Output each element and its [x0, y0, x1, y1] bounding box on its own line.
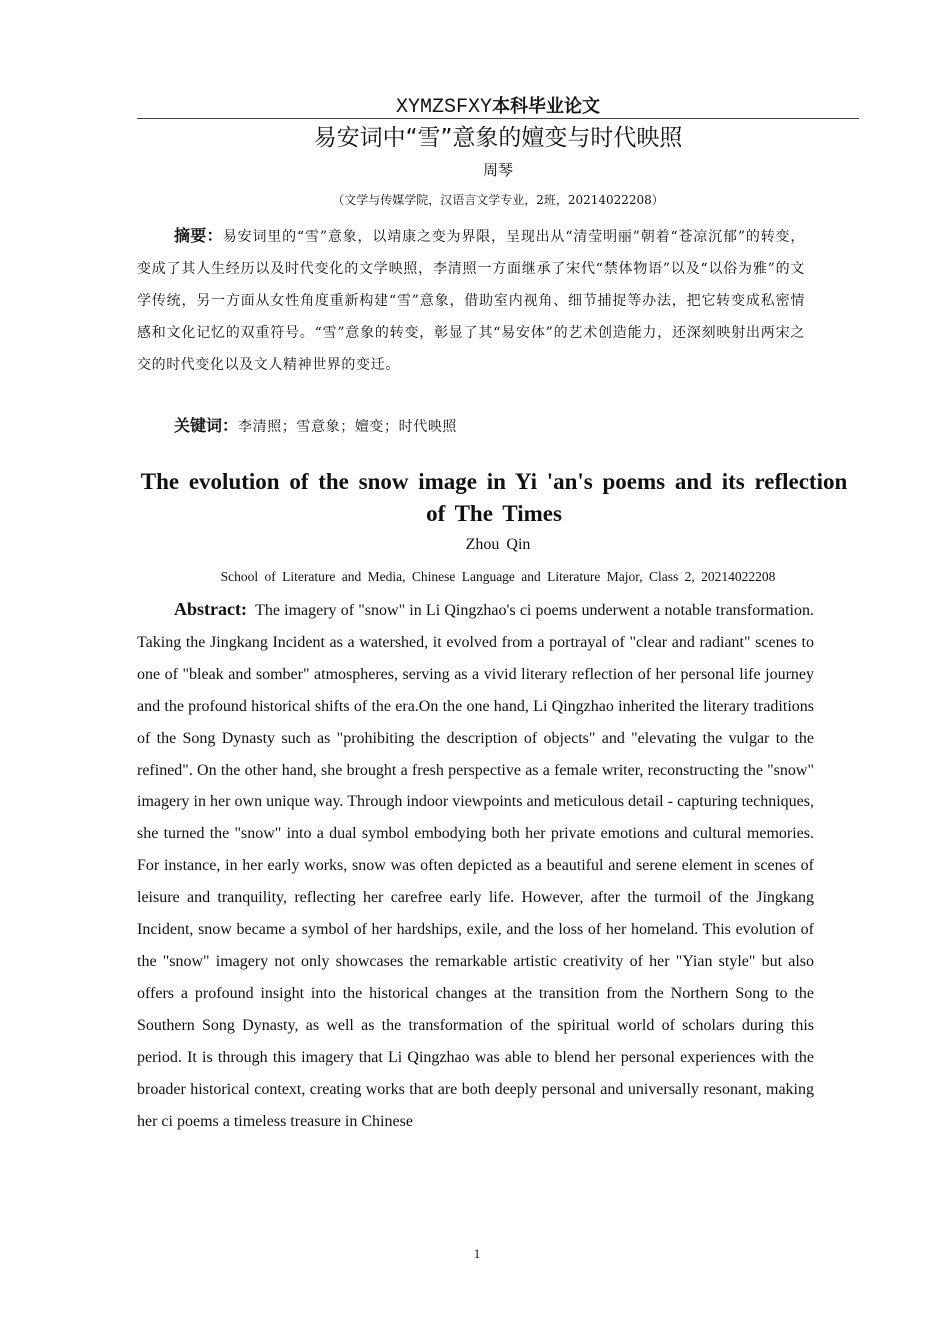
page-number: 1	[473, 1246, 481, 1261]
chinese-abstract-label: 摘要：	[174, 226, 223, 245]
chinese-affiliation: （文学与传媒学院，汉语言文学专业，2班，20214022208）	[332, 193, 664, 207]
english-title: The evolution of the snow image in Yi 'an's poems and its reflection of The Times	[140, 469, 848, 526]
english-abstract	[137, 594, 814, 1200]
chinese-keywords-text: 李清照；雪意象；嬗变；时代映照	[238, 419, 458, 435]
running-header	[137, 94, 859, 119]
english-author: Zhou Qin	[465, 536, 531, 553]
header-label: 本科毕业论文	[492, 96, 600, 117]
chinese-author: 周琴	[482, 161, 513, 179]
chinese-keywords	[174, 410, 814, 443]
chinese-abstract-text: 易安词里的“雪”意象，以靖康之变为界限，呈现出从“清莹明丽”朝着“苍凉沉郁”的转变，变成了其人生经历以及时代变化的文学映照，李清照一方面继承了宋代“禁体物语”以及“以俗为雅”的文学传统，另一方面从女性角度重新构建“雪”意象，借助室内视角、细节捕捉等办法，把它转变成私密情感和文化记忆的双重符号。“雪”意象的转变，彰显了其“易安体”的艺术创造能力，还深刻映射出两宋之交的时代变化以及文人精神世界的变迁。	[137, 229, 805, 373]
chinese-keywords-label: 关键词：	[174, 416, 239, 435]
header-code: XYMZSFXY	[395, 96, 492, 119]
english-abstract-label: Abstract:	[174, 599, 247, 619]
english-affiliation: School of Literature and Media, Chinese Language and Literature Major, Class 2, 20214022208	[220, 569, 776, 584]
english-abstract-text: The imagery of "snow" in Li Qingzhao's ci poems underwent a notable transformation. Taking the Jingkang Incident as a watershed, it evolved from a portrayal of "clear and radiant" scenes to one of "bleak and somber" atmospheres, serving as a vivid literary reflection of her personal life journey and the profound historical shifts of the era.On the one hand, Li Qingzhao inherited the literary traditions of the Song Dynasty such as "prohibiting the description of objects" and "elevating the vulgar to the refined". On the other hand, she brought a fresh perspective as a female writer, reconstructing the "snow" imagery in her own unique way. Through indoor viewpoints and meticulous detail - capturing techniques, she turned the "snow" into a dual symbol embodying both her private emotions and cultural memories. For instance, in her early works, snow was often depicted as a beautiful and serene element in scenes of leisure and tranquility, reflecting her carefree early life. However, after the turmoil of the Jingkang Incident, snow became a symbol of her hardships, exile, and the loss of her homeland. This evolution of the "snow" imagery not only showcases the remarkable artistic creativity of her "Yian style" but also offers a profound insight into the historical changes at the transition from the Northern Song to the Southern Song Dynasty, as well as the transformation of the spiritual world of scholars during this period. It is through this imagery that Li Qingzhao was able to blend her personal experiences with the broader historical context, creating works that are both deeply personal and universally resonant, making her ci poems a timeless treasure in Chinese	[137, 602, 814, 1130]
chinese-title: 易安词中“雪”意象的嬗变与时代映照	[313, 125, 683, 151]
chinese-abstract	[137, 220, 805, 381]
